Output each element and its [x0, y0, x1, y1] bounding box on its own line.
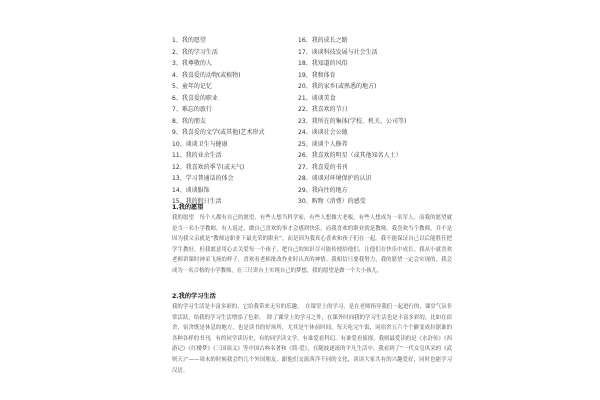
topic-item: 27、我喜爱的书刊 — [298, 163, 348, 171]
topic-item: 19、我和体育 — [298, 71, 336, 79]
topic-item: 11、我的业余生活 — [172, 152, 222, 159]
topic-item: 23、我所在的集体(学校、机关、公司等) — [298, 117, 407, 125]
topic-item: 16、我的成长之路 — [298, 37, 348, 44]
topic-item: 2、我的学习生活 — [172, 48, 218, 56]
section-body-study: 我的学习生活是丰富多彩的，它给我带来无穷的乐趣。 在课堂上的学习，是在老师指导我们一起进行的，课堂气氛非常活跃，给我的学习生活增添了色彩。 除了课堂上的学习之外，在课外时间我的学习生活也是丰富多彩的，比如在宿舍，宿舍既是休息的地方，也是读书的好场所，尤其是午休前时间，每天吃完午饭，同宿舍五六个个僻变成拉锯谁的各种各样的书刊，有的同学读历史，有的同学读文学。有谁爱看科幻，有谁爱看侦探，我则最爱读的是《水浒传》《西游记》《红楼梦》《三国演义》等中国古典名著和《简·爱》，在随波逐流的平凡生活中，我看到了“一代女皇风采的《武则天》”——周末的时候我会约几个外国朋友，跟他们交流西洋不同的文化，谈谈大家共有的兴趣爱好，同时也能学习汉语。 — [172, 304, 452, 374]
topic-item: 21、谈谈美食 — [298, 94, 336, 102]
section-title-wish: 1.我的愿望 — [172, 204, 204, 211]
topic-list — [172, 35, 472, 208]
section-body-wish: 我的愿望 每个人都有自己的愿望，有些人想当科学家，有些人想做大老板，有些人想成为一名军人。而我的愿望就是当一名小学教师。有人说过，做自己喜欢的事才会感到快乐，而我喜欢的职业就是教师。我喜欢当个教师，并不是因为我父亲就是“教师这职业下最光荣的职业”，而是因为我真心喜欢和孩子们在一起。我不能保证自己以后能胜任把学生教好，但我愿意用心去关爱每一个孩子，把自己的知识尽可能传授给他们，让他们在快乐中成长。我从小就喜欢老师讲课时神采飞扬的样子，喜欢看老师批改作业时认真的神情。我相信只要我努力，我的愿望一定会实现的，我会成为一名合格的小学教师，在三尺讲台上实现自己的梦想，我的愿望是做一个大小孩儿。 — [172, 215, 452, 274]
topic-item: 8、我的朋友 — [172, 117, 206, 125]
topic-item: 7、难忘的旅行 — [172, 106, 212, 113]
topic-item: 14、谈谈服饰 — [172, 186, 210, 194]
topic-item: 15、我的假日生活 — [172, 198, 222, 205]
topic-item: 26、我喜欢的明星（或其他知名人士） — [298, 152, 402, 159]
topic-item: 18、我知道的风俗 — [298, 60, 348, 67]
topic-item: 4、我喜爱的动物(或植物) — [172, 71, 241, 79]
topic-item: 28、谈谈对环境保护的认识 — [298, 175, 372, 182]
topic-item: 24、谈谈社会公德 — [298, 129, 348, 136]
topic-item: 1、我的愿望 — [172, 37, 206, 44]
topic-item: 13、学习普通话的体会 — [172, 175, 234, 182]
topic-item: 20、我的家乡(或熟悉的地方) — [298, 83, 377, 90]
topic-item: 5、童年的记忆 — [172, 83, 212, 90]
topic-item: 30、购物（消费）的感受 — [298, 198, 366, 205]
topic-item: 29、我向往的地方 — [298, 186, 348, 194]
topic-item: 10、谈谈卫生与健康 — [172, 140, 228, 148]
topic-item: 17、谈谈科技发展与社会生活 — [298, 48, 378, 56]
topic-item: 12、我喜欢的季节(或天气) — [172, 163, 245, 171]
section-title-study: 2.我的学习生活 — [172, 293, 216, 300]
topic-item: 6、我喜爱的职业 — [172, 94, 218, 102]
topic-item: 25、谈谈个人修养 — [298, 140, 348, 148]
topic-item: 9、我喜爱的文学(或其他)艺术形式 — [172, 129, 265, 136]
topic-item: 22、我喜欢的节日 — [298, 106, 348, 113]
topic-item: 3、我尊敬的人 — [172, 60, 212, 67]
